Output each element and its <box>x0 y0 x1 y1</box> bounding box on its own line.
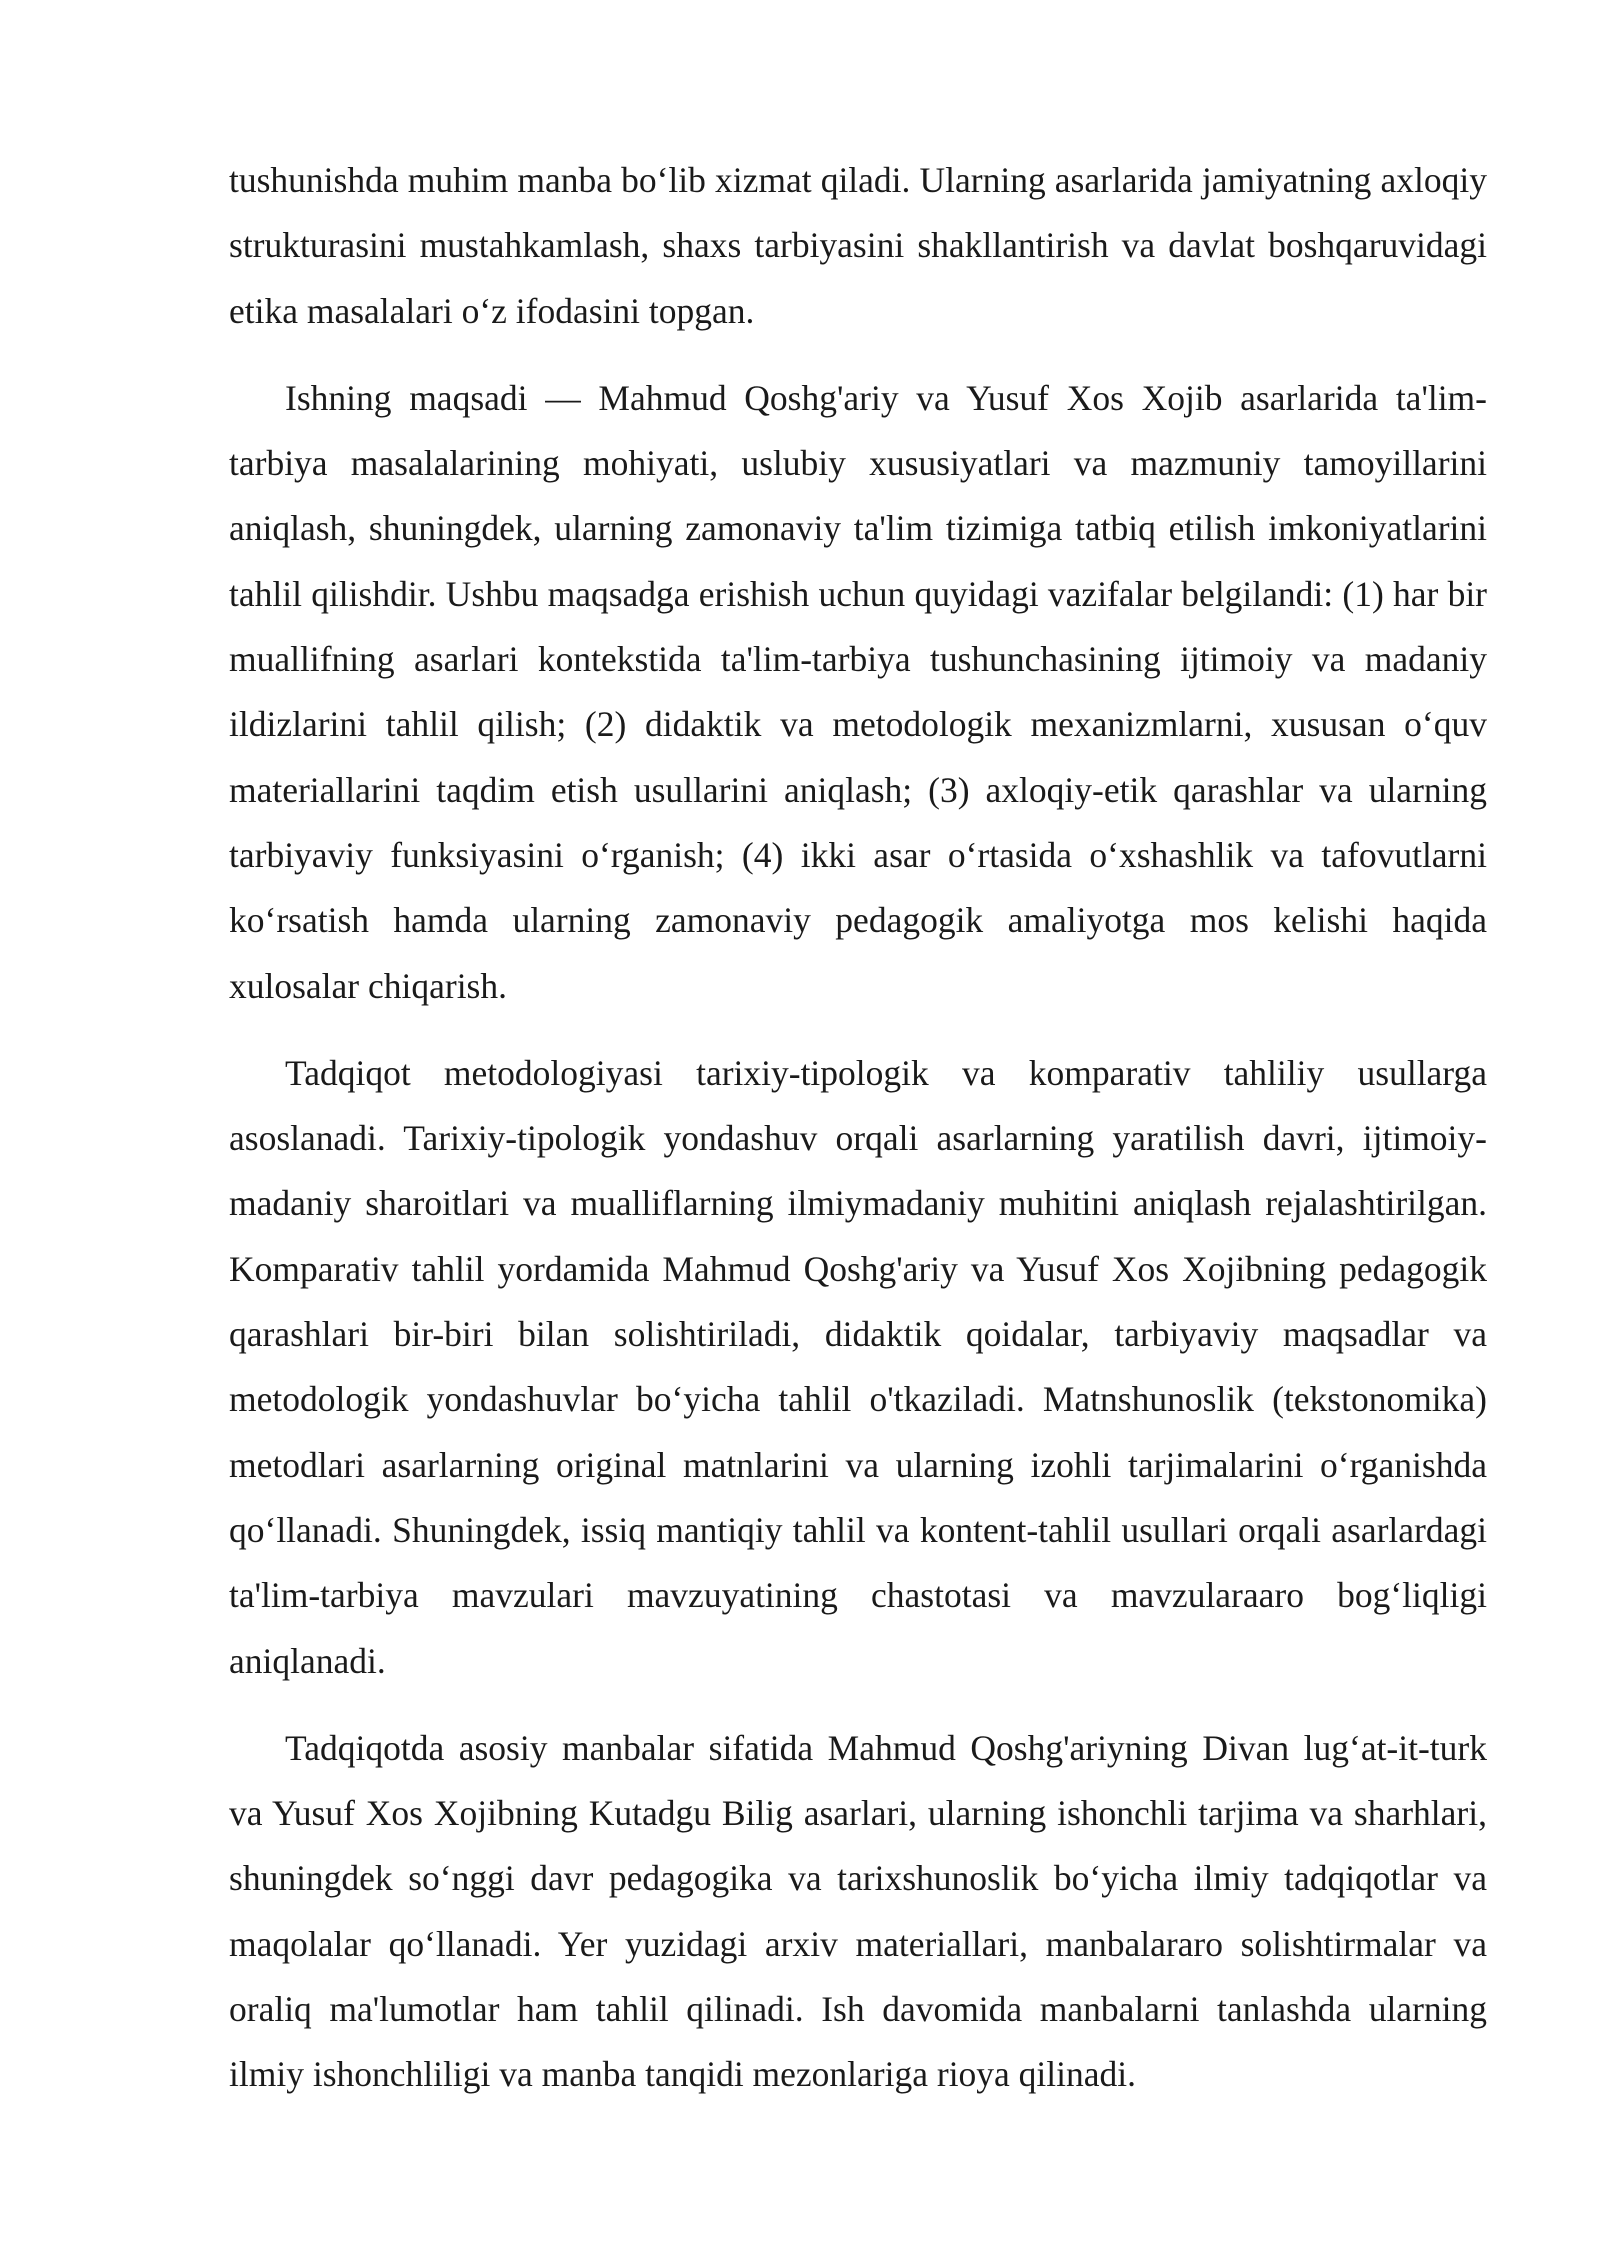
paragraph-research-goal: Ishning maqsadi — Mahmud Qoshg'ariy va Yusuf Xos Xojib asarlarida ta'lim-tarbiya masalalarining mohiyati, uslubiy xususiyatlari va mazmuniy tamoyillarini aniqlash, shuningdek, ularning zamonaviy ta'lim tizimiga tatbiq etilish imkoniyatlarini tahlil qilishdir. Ushbu maqsadga erishish uchun quyidagi vazifalar belgilandi: (1) har bir muallifning asarlari kontekstida ta'lim-tarbiya tushunchasining ijtimoiy va madaniy ildizlarini tahlil qilish; (2) didaktik va metodologik mexanizmlarni, xususan o‘quv materiallarini taqdim etish usullarini aniqlash; (3) axloqiy-etik qarashlar va ularning tarbiyaviy funksiyasini o‘rganish; (4) ikki asar o‘rtasida o‘xshashlik va tafovutlarni ko‘rsatish hamda ularning zamonaviy pedagogik amaliyotga mos kelishi haqida xulosalar chiqarish. <box>229 377 1487 1006</box>
paragraph-methodology: Tadqiqot metodologiyasi tarixiy-tipologik va komparativ tahliliy usullarga asoslanadi. Tarixiy-tipologik yondashuv orqali asarlarning yaratilish davri, ijtimoiy-madaniy sharoitlari va mualliflarning ilmiymadaniy muhitini aniqlash rejalashtirilgan. Komparativ tahlil yordamida Mahmud Qoshg'ariy va Yusuf Xos Xojibning pedagogik qarashlari bir-biri bilan solishtiriladi, didaktik qoidalar, tarbiyaviy maqsadlar va metodologik yondashuvlar bo‘yicha tahlil o'tkaziladi. Matnshunoslik (tekstonomika) metodlari asarlarning original matnlarini va ularning izohli tarjimalarini o‘rganishda qo‘llanadi. Shuningdek, issiq mantiqiy tahlil va kontent-tahlil usullari orqali asarlardagi ta'lim-tarbiya mavzulari mavzuyatining chastotasi va mavzularaaro bog‘liqligi aniqlanadi. <box>229 1052 1487 1681</box>
document-body <box>229 148 1487 2130</box>
paragraph-continuation: tushunishda muhim manba bo‘lib xizmat qiladi. Ularning asarlarida jamiyatning axloqiy strukturasini mustahkamlash, shaxs tarbiyasini shakllantirish va davlat boshqaruvidagi etika masalalari o‘z ifodasini topgan. <box>229 160 1487 331</box>
paragraph-sources: Tadqiqotda asosiy manbalar sifatida Mahmud Qoshg'ariyning Divan lug‘at-it-turk va Yusuf Xos Xojibning Kutadgu Bilig asarlari, ularning ishonchli tarjima va sharhlari, shuningdek so‘nggi davr pedagogika va tarixshunoslik bo‘yicha ilmiy tadqiqotlar va maqolalar qo‘llanadi. Yer yuzidagi arxiv materiallari, manbalararo solishtirmalar va oraliq ma'lumotlar ham tahlil qilinadi. Ish davomida manbalarni tanlashda ularning ilmiy ishonchliligi va manba tanqidi mezonlariga rioya qilinadi. <box>229 1727 1487 2095</box>
